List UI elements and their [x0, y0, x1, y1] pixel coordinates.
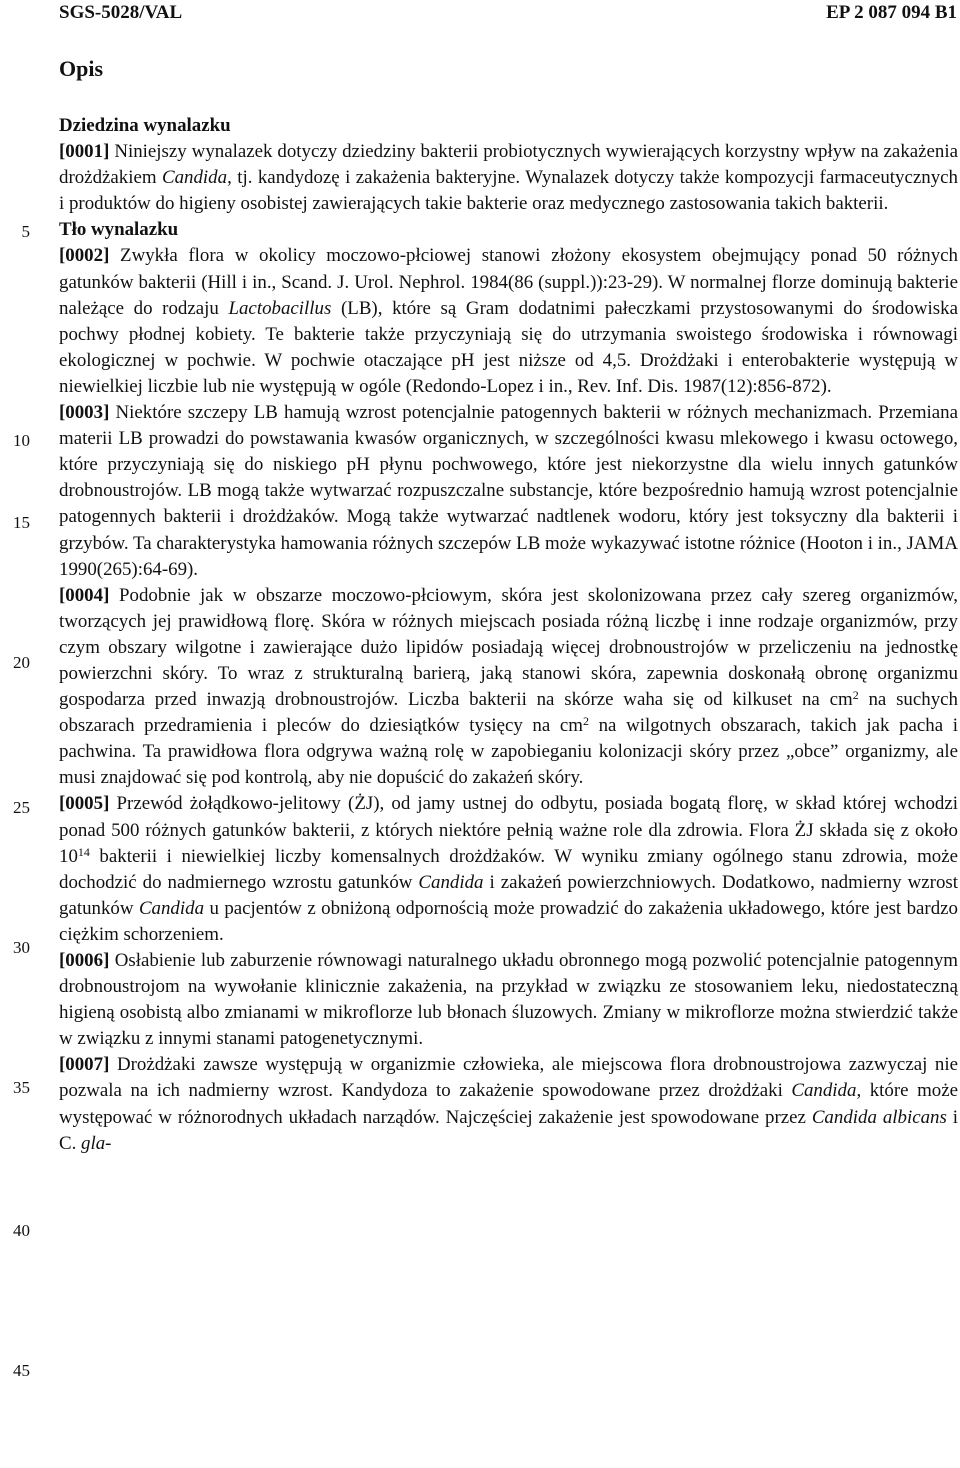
paragraph-text: (LB), które są Gram dodatnimi pałeczkami przystosowanymi do środowiska pochwy płodnej kobiety. Te bakterie także przyczyniają się do utrzymania swoistego środowiska i równowagi ekologicznej w pochwie. W pochwie otaczające pH jest niższe od 4,5. Drożdżaki i enterobakterie występują w niewielkiej liczbie lub nie występują w ogóle (Redondo-Lopez i in., Rev. Inf. Dis. 1987(12):856-872). — [59, 297, 958, 397]
italic-term: Candida — [161, 167, 228, 189]
paragraph-0005 — [59, 791, 958, 948]
paragraph-text: na wilgotnych obszarach, takich jak pacha i pachwina. Ta prawidłowa flora odgrywa ważną rolę w zapobieganiu kolonizacji skóry przez „obce” organizmy, ale musi znajdować się pod kontrolą, aby nie dopuścić do zakażeń skóry. — [59, 715, 959, 789]
italic-term: Candida — [418, 871, 484, 893]
paragraph-text: Drożdżaki zawsze występują w organizmie człowieka, ale miejscowa flora drobnoustrojowa zazwyczaj nie pozwala na ich nadmierny wzrost. Kandydoza to zakażenie spowodowane przez drożdżaki — [59, 1054, 958, 1102]
section-title: Opis — [59, 56, 104, 81]
heading-background: Tło wynalazku — [59, 219, 179, 241]
italic-term: gla- — [81, 1132, 112, 1154]
paragraph-number: [0003] — [59, 402, 110, 424]
paragraph-text: Przewód żołądkowo-jelitowy (ŻJ), od jamy ustnej do odbytu, posiada bogatą florę, w skład której wchodzi ponad 500 różnych gatunków bakterii, z których niektóre pełnią ważne role dla zdrowia. Flora ŻJ składa się z około 10 — [59, 793, 958, 867]
line-number: 35 — [13, 1078, 30, 1097]
paragraph-0006 — [59, 948, 958, 1052]
paragraph-0002 — [59, 243, 958, 400]
paragraph-text: , które może występować w różnorodnych układach narządów. Najczęściej zakażenie jest spowodowane przez — [59, 1080, 958, 1128]
line-number: 15 — [13, 513, 30, 532]
paragraph-number: [0001] — [59, 141, 110, 163]
superscript: 2 — [582, 714, 589, 729]
paragraph-number: [0006] — [59, 950, 110, 971]
superscript: 2 — [852, 688, 859, 703]
paragraph-text: i zakażeń powierzchniowych. Dodatkowo, nadmierny wzrost gatunków — [59, 871, 958, 919]
line-number: 30 — [13, 938, 30, 957]
line-number: 40 — [13, 1221, 30, 1240]
document-body — [59, 113, 958, 1157]
line-number: 45 — [13, 1361, 30, 1380]
line-number-margin — [0, 0, 30, 1468]
italic-term: Lactobacillus — [228, 297, 332, 319]
page-header — [59, 2, 957, 30]
paragraph-text: Niektóre szczepy LB hamują wzrost potencjalnie patogennych bakterii w różnych mechanizmach. Przemiana materii LB prowadzi do powstawania kwasów organicznych, w szczególności kwasu mlekowego i kwasu octowego, które przyczyniają się do niskiego pH płynu pochwowego, które jest niekorzystne dla wielu innych gatunków drobnoustrojów. LB mogą także wytwarzać rozpuszczalne substancje, które bezpośrednio hamują wzrost potencjalnie patogennych bakterii i drożdżaków. Mogą także wytwarzać nadtlenek wodoru, który jest toksyczny dla bakterii i grzybów. Ta charakterystyka hamowania różnych szczepów LB może wykazywać istotne różnice (Hooton i in., JAMA 1990(265):64-69). — [59, 402, 958, 580]
heading-field: Dziedzina wynalazku — [59, 115, 231, 136]
line-number: 10 — [13, 431, 30, 450]
paragraph-text: na suchych obszarach przedramienia i pleców do dziesiątków tysięcy na cm — [59, 689, 958, 737]
paragraph-number: [0002] — [59, 245, 110, 267]
paragraph-0001 — [59, 139, 958, 217]
italic-term: Candida — [138, 897, 205, 919]
paragraph-number: [0005] — [59, 793, 110, 815]
paragraph-text: Zwykła flora w okolicy moczowo-płciowej stanowi złożony ekosystem obejmujący ponad 50 różnych gatunków bakterii (Hill i in., Scand. J. Urol. Nephrol. 1984(86 (suppl.)):23-29). W normalnej florze dominują bakterie należące do rodzaju — [59, 245, 958, 319]
document-id: SGS-5028/VAL — [59, 2, 183, 23]
line-number: 25 — [13, 798, 30, 817]
italic-term: Candida — [791, 1080, 857, 1102]
italic-term: Candida albicans — [811, 1106, 947, 1128]
paragraph-0004 — [59, 583, 958, 792]
superscript: 14 — [77, 844, 90, 859]
paragraph-number: [0004] — [59, 584, 110, 606]
line-number: 5 — [21, 222, 30, 241]
paragraph-text: Niniejszy wynalazek dotyczy dziedziny bakterii probiotycznych wywierających korzystny wpływ na zakażenia drożdżakiem — [59, 141, 958, 189]
paragraph-number: [0007] — [59, 1054, 110, 1076]
paragraph-0003 — [59, 400, 958, 583]
paragraph-text: , tj. kandydozę i zakażenia bakteryjne. Wynalazek dotyczy także kompozycji farmaceutycznych i produktów do higieny osobistej zawierających takie bakterie oraz medycznego zastosowania takich bakterii. — [59, 167, 958, 215]
line-number: 20 — [13, 653, 30, 672]
paragraph-text: i C. — [59, 1106, 958, 1154]
paragraph-text: Podobnie jak w obszarze moczowo-płciowym, skóra jest skolonizowana przez cały szereg organizmów, tworzących jej prawidłową florę. Skóra w różnych miejscach posiada różną liczbę i inne rodzaje organizmów, przy czym obszary wilgotne i zawierające dużo lipidów posiadają więcej drobnoustrojów w przeliczeniu na jednostkę powierzchni skóry. To wraz z strukturalną barierą, jaką stanowi skóra, zapewnia doskonałą obronę organizmu gospodarza przed inwazją drobnoustrojów. Liczba bakterii na skórze waha się od kilkuset na cm — [59, 584, 958, 711]
paragraph-0007 — [59, 1052, 958, 1156]
paragraph-text: u pacjentów z obniżoną odpornością może prowadzić do zakażenia układowego, które jest bardzo ciężkim schorzeniem. — [59, 897, 958, 945]
paragraph-text: Osłabienie lub zaburzenie równowagi naturalnego układu obronnego mogą pozwolić potencjalnie patogennym drobnoustrojom na wywołanie klinicznie zakażenia, na przykład w związku ze stosowaniem leku, niedostateczną higieną osobistą albo zmianami w mikroflorze lub błonach śluzowych. Zmiany w mikroflorze można stwierdzić także w związku z innymi stanami patogenetycznymi. — [59, 950, 958, 1050]
paragraph-text: bakterii i niewielkiej liczby komensalnych drożdżaków. W wyniku zmiany ogólnego stanu zdrowia, może dochodzić do nadmiernego wzrostu gatunków — [59, 845, 958, 893]
patent-number: EP 2 087 094 B1 — [826, 2, 957, 23]
